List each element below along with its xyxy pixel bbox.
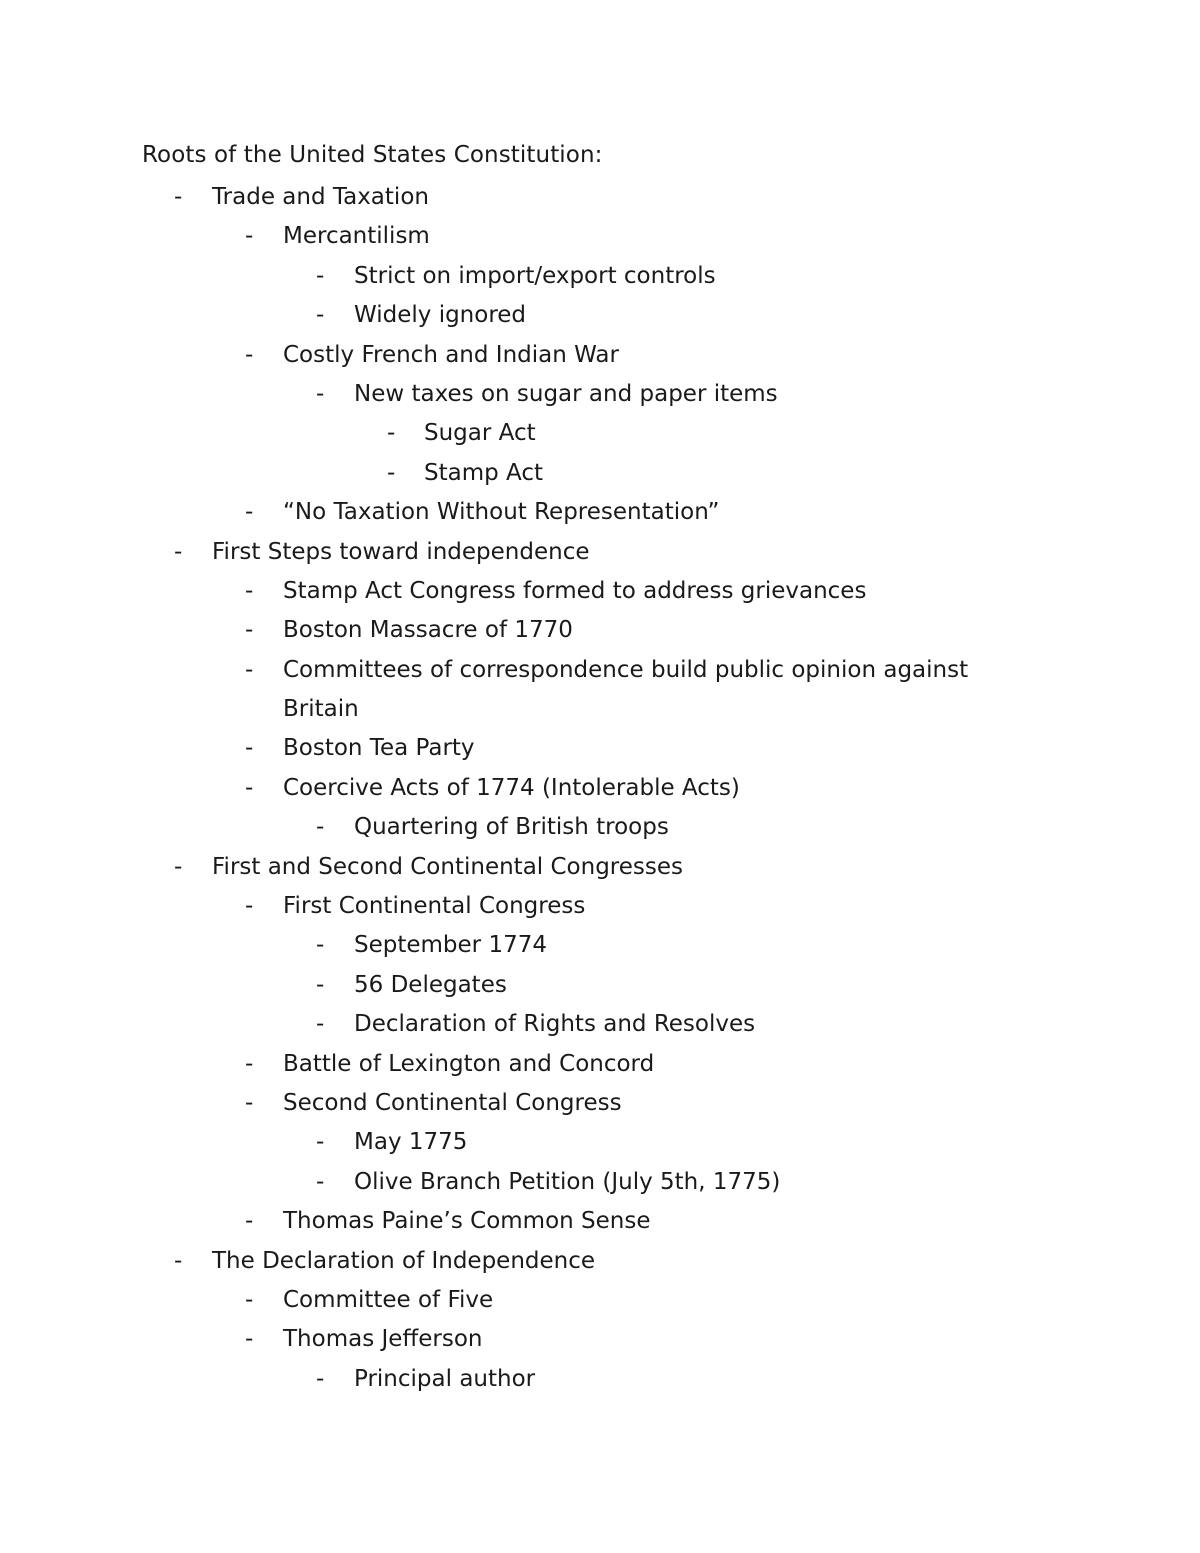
outline-item <box>0 217 1200 256</box>
bullet-dash: - <box>245 1050 254 1077</box>
outline-item <box>0 493 1200 532</box>
outline-item <box>0 1045 1200 1084</box>
outline-item <box>0 375 1200 414</box>
outline-item <box>0 533 1200 572</box>
outline-item <box>0 1242 1200 1281</box>
outline-list <box>0 178 1200 1399</box>
bullet-dash: - <box>245 1286 254 1313</box>
outline-item-text: First and Second Continental Congresses <box>212 853 683 880</box>
outline-item <box>0 769 1200 808</box>
bullet-dash: - <box>174 538 183 565</box>
outline-item <box>0 966 1200 1005</box>
outline-item <box>0 926 1200 965</box>
bullet-dash: - <box>316 380 325 407</box>
bullet-dash: - <box>245 341 254 368</box>
outline-item-text: Trade and Taxation <box>212 184 429 210</box>
bullet-dash: - <box>316 1011 325 1038</box>
bullet-dash: - <box>174 184 183 210</box>
outline-item-text: Declaration of Rights and Resolves <box>354 1011 756 1038</box>
outline-item-text: Stamp Act <box>424 459 544 486</box>
outline-item <box>0 1163 1200 1202</box>
bullet-dash: - <box>174 853 183 880</box>
bullet-dash: - <box>316 302 325 329</box>
outline-item-text: Strict on import/export controls <box>354 262 716 289</box>
outline-item <box>0 729 1200 768</box>
outline-item <box>0 414 1200 453</box>
outline-item-text: Sugar Act <box>424 420 536 447</box>
outline-item-text: Second Continental Congress <box>283 1089 622 1116</box>
outline-item <box>0 611 1200 650</box>
bullet-dash: - <box>245 1326 254 1353</box>
bullet-dash: - <box>387 459 396 486</box>
outline-item-text: May 1775 <box>354 1129 468 1156</box>
outline-item <box>0 1005 1200 1044</box>
outline-item <box>0 1084 1200 1123</box>
bullet-dash: - <box>245 893 254 920</box>
bullet-dash: - <box>316 1365 325 1392</box>
bullet-dash: - <box>316 814 325 841</box>
bullet-dash: - <box>245 577 254 604</box>
outline-item-text: Battle of Lexington and Concord <box>283 1050 655 1077</box>
bullet-dash: - <box>245 735 254 762</box>
outline-item <box>0 336 1200 375</box>
bullet-dash: - <box>174 1247 183 1274</box>
outline-item <box>0 887 1200 926</box>
outline-item <box>0 808 1200 847</box>
outline-item <box>0 1360 1200 1399</box>
outline-item-text: Thomas Paine’s Common Sense <box>283 1208 651 1235</box>
outline-item-text: Costly French and Indian War <box>283 341 619 368</box>
outline-item-text: Coercive Acts of 1774 (Intolerable Acts) <box>283 774 740 801</box>
outline-item <box>0 296 1200 335</box>
outline-item <box>0 848 1200 887</box>
outline-item <box>0 178 1200 217</box>
outline-item <box>0 1281 1200 1320</box>
outline-item-text: September 1774 <box>354 932 547 959</box>
outline-item <box>0 454 1200 493</box>
bullet-dash: - <box>245 774 254 801</box>
outline-item <box>0 690 1200 729</box>
outline-item-text: Mercantilism <box>283 223 430 250</box>
bullet-dash: - <box>245 223 254 250</box>
outline-item-text: First Continental Congress <box>283 893 586 920</box>
outline-item-text: Committee of Five <box>283 1286 494 1313</box>
outline-item <box>0 651 1200 690</box>
bullet-dash: - <box>316 262 325 289</box>
bullet-dash: - <box>316 1129 325 1156</box>
outline-item-text: The Declaration of Independence <box>212 1247 596 1274</box>
outline-item-text: Widely ignored <box>354 302 527 329</box>
bullet-dash: - <box>245 617 254 644</box>
outline-item-text: New taxes on sugar and paper items <box>354 380 778 407</box>
outline-item-text: 56 Delegates <box>354 971 507 998</box>
outline-item-text: Committees of correspondence build public opinion against <box>283 656 969 683</box>
outline-item-text: Principal author <box>354 1365 536 1392</box>
bullet-dash: - <box>245 1208 254 1235</box>
outline-item-text: Thomas Jefferson <box>283 1326 483 1353</box>
outline-item <box>0 257 1200 296</box>
bullet-dash: - <box>316 971 325 998</box>
bullet-dash: - <box>387 420 396 447</box>
bullet-dash: - <box>245 1089 254 1116</box>
bullet-dash: - <box>245 656 254 683</box>
bullet-dash: - <box>245 499 254 526</box>
outline-item-text: Britain <box>283 696 359 723</box>
outline-item <box>0 1320 1200 1359</box>
bullet-dash: - <box>316 932 325 959</box>
outline-item-text: Quartering of British troops <box>354 814 669 841</box>
outline-item <box>0 1123 1200 1162</box>
outline-item <box>0 1202 1200 1241</box>
outline-item-text: Boston Massacre of 1770 <box>283 617 573 644</box>
outline-item-text: Boston Tea Party <box>283 735 475 762</box>
outline-item-text: Olive Branch Petition (July 5th, 1775) <box>354 1168 781 1195</box>
document-title: Roots of the United States Constitution: <box>142 142 603 168</box>
outline-item-text: Stamp Act Congress formed to address grievances <box>283 577 867 604</box>
bullet-dash: - <box>316 1168 325 1195</box>
outline-item <box>0 572 1200 611</box>
outline-item-text: First Steps toward independence <box>212 538 590 565</box>
outline-item-text: “No Taxation Without Representation” <box>283 499 720 526</box>
